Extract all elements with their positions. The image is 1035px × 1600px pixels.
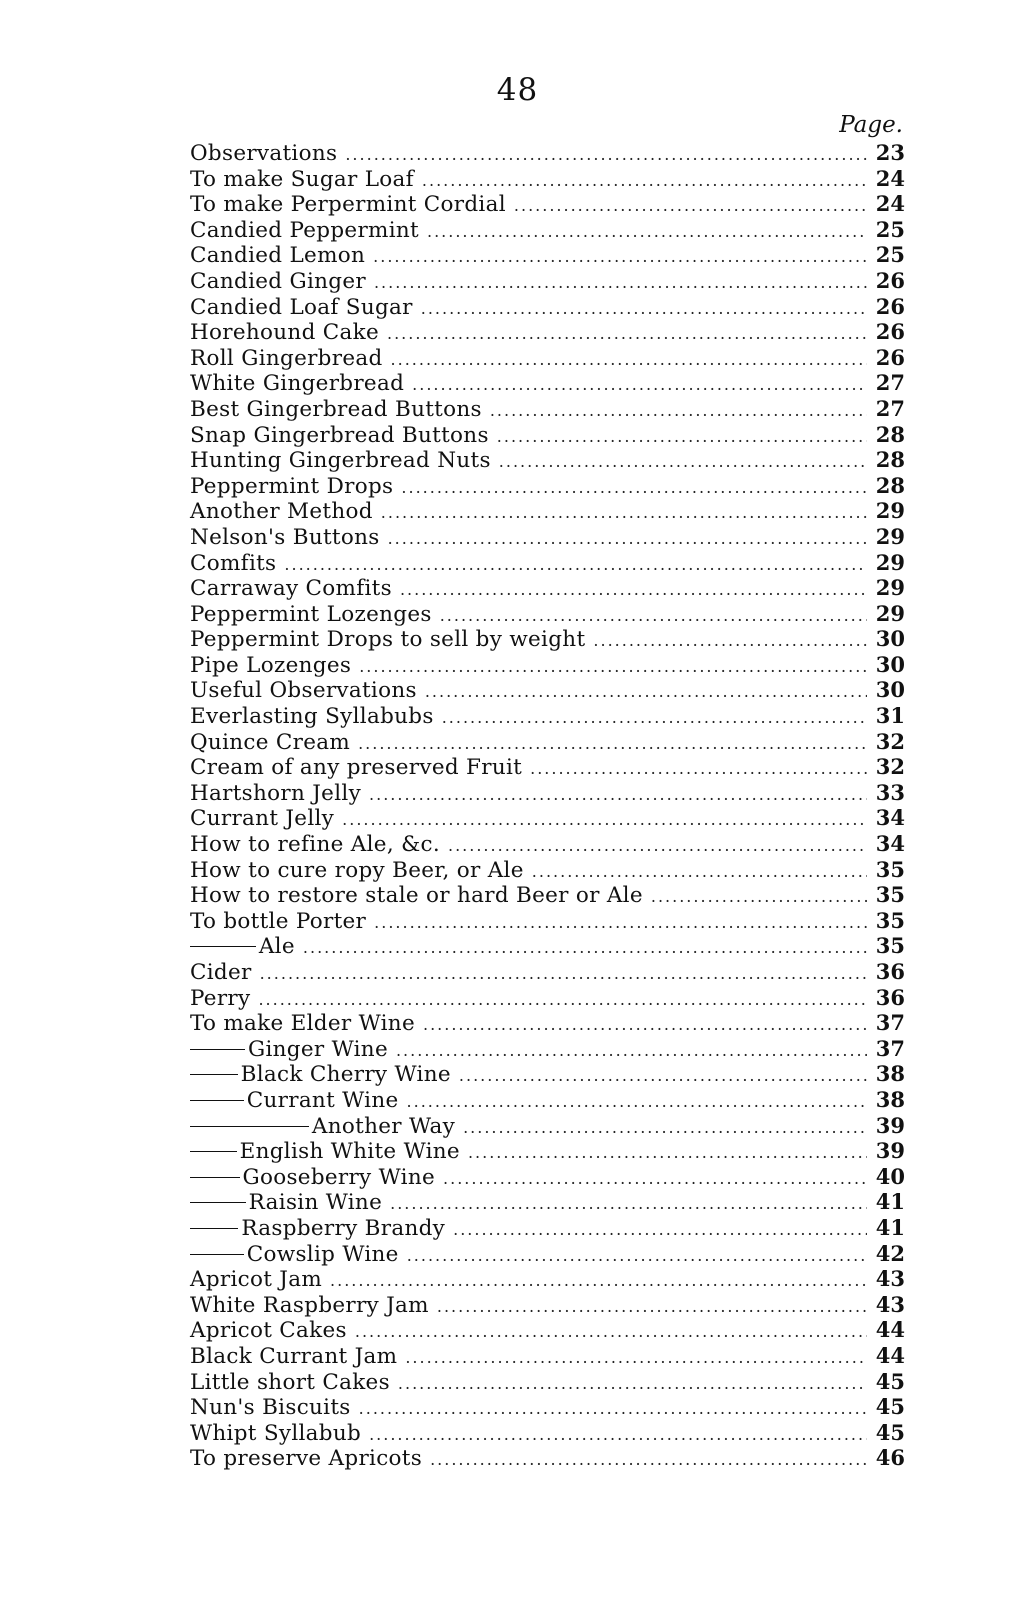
entry-title: Another Method — [190, 499, 373, 525]
entry-title: Little short Cakes — [190, 1369, 390, 1395]
entry-title: Ale — [258, 934, 295, 960]
toc-entry — [190, 780, 905, 806]
dot-leader — [430, 1450, 867, 1469]
dot-leader — [593, 631, 867, 650]
entry-title: Quince Cream — [190, 729, 351, 755]
entry-title: Gooseberry Wine — [242, 1164, 436, 1190]
toc-entry — [190, 1420, 905, 1446]
table-of-contents — [190, 112, 905, 1471]
entry-title: Carraway Comfits — [190, 576, 392, 602]
toc-entry — [190, 1164, 905, 1190]
toc-entry — [190, 652, 905, 678]
ditto-dash — [190, 1202, 246, 1203]
entry-page-number: 29 — [875, 600, 905, 626]
toc-entry — [190, 754, 905, 780]
ditto-dash — [190, 1228, 238, 1229]
entry-page-number: 30 — [875, 651, 905, 677]
entry-title: Pipe Lozenges — [190, 652, 352, 678]
entry-page-number: 26 — [875, 319, 905, 345]
dot-leader — [453, 1220, 867, 1239]
dot-leader — [330, 1271, 867, 1290]
entry-page-number: 30 — [875, 626, 905, 652]
entry-title: How to restore stale or hard Beer or Ale — [190, 883, 643, 909]
entry-page-number: 45 — [875, 1419, 905, 1445]
entry-page-number: 36 — [875, 984, 905, 1010]
ditto-dash — [190, 1254, 244, 1255]
entry-page-number: 41 — [875, 1214, 905, 1240]
ditto-dash — [190, 1074, 238, 1075]
entry-page-number: 35 — [875, 933, 905, 959]
toc-entry — [190, 626, 905, 652]
dot-leader — [390, 1194, 867, 1213]
dot-leader — [401, 478, 867, 497]
entry-page-number: 35 — [875, 856, 905, 882]
entry-title: How to cure ropy Beer, or Ale — [190, 857, 524, 883]
dot-leader — [369, 1425, 867, 1444]
dot-leader — [651, 887, 867, 906]
ditto-dash — [190, 1151, 237, 1152]
toc-entry — [190, 140, 905, 166]
entry-title: Hartshorn Jelly — [190, 780, 362, 806]
entry-page-number: 35 — [875, 882, 905, 908]
entry-title: Whipt Syllabub — [190, 1420, 362, 1446]
toc-entry — [190, 1061, 905, 1087]
dot-leader — [388, 529, 867, 548]
dot-leader — [499, 452, 867, 471]
ditto-dash — [190, 1100, 244, 1101]
entry-page-number: 45 — [875, 1368, 905, 1394]
dot-leader — [425, 682, 867, 701]
toc-entry — [190, 345, 905, 371]
toc-entry — [190, 1266, 905, 1292]
toc-entry — [190, 447, 905, 473]
toc-entry — [190, 1343, 905, 1369]
dot-leader — [260, 964, 867, 983]
toc-entry — [190, 473, 905, 499]
toc-entry — [190, 1394, 905, 1420]
entry-title: White Raspberry Jam — [190, 1292, 429, 1318]
dot-leader — [407, 1246, 867, 1265]
toc-entry — [190, 1445, 905, 1471]
entry-page-number: 33 — [875, 779, 905, 805]
toc-entry — [190, 524, 905, 550]
toc-entry — [190, 370, 905, 396]
dot-leader — [374, 913, 867, 932]
dot-leader — [427, 222, 867, 241]
entry-title: How to refine Ale, &c. — [190, 832, 440, 858]
dot-leader — [423, 1015, 867, 1034]
entry-title: Nelson's Buttons — [190, 524, 380, 550]
entry-title: Roll Gingerbread — [190, 345, 383, 371]
entry-title: Cowslip Wine — [246, 1241, 399, 1267]
dot-leader — [396, 1041, 867, 1060]
entry-page-number: 37 — [875, 1010, 905, 1036]
entry-title: Hunting Gingerbread Nuts — [190, 448, 491, 474]
toc-entry — [190, 396, 905, 422]
toc-entry — [190, 1036, 905, 1062]
entry-title: Black Currant Jam — [190, 1343, 398, 1369]
entry-title: Apricot Cakes — [190, 1318, 347, 1344]
dot-leader — [442, 708, 867, 727]
toc-entry — [190, 294, 905, 320]
entry-page-number: 43 — [875, 1266, 905, 1292]
entry-page-number: 29 — [875, 575, 905, 601]
toc-entry — [190, 422, 905, 448]
entry-page-number: 39 — [875, 1112, 905, 1138]
toc-entry — [190, 908, 905, 934]
entry-page-number: 44 — [875, 1342, 905, 1368]
toc-entry — [190, 1241, 905, 1267]
entry-page-number: 26 — [875, 293, 905, 319]
entry-page-number: 34 — [875, 805, 905, 831]
toc-entry — [190, 959, 905, 985]
dot-leader — [437, 1297, 867, 1316]
entry-page-number: 26 — [875, 267, 905, 293]
ditto-dash — [190, 1126, 309, 1127]
dot-leader — [532, 862, 867, 881]
dot-leader — [359, 657, 867, 676]
dot-leader — [391, 350, 867, 369]
entry-title: Candied Lemon — [190, 243, 366, 269]
dot-leader — [342, 810, 867, 829]
dot-leader — [359, 1399, 867, 1418]
entry-page-number: 41 — [875, 1189, 905, 1215]
entry-title: To make Sugar Loaf — [190, 166, 414, 192]
toc-entry — [190, 1369, 905, 1395]
ditto-dash — [190, 1177, 240, 1178]
toc-entry — [190, 319, 905, 345]
toc-entry — [190, 1087, 905, 1113]
toc-entry — [190, 729, 905, 755]
entry-title: English White Wine — [239, 1139, 460, 1165]
toc-entry — [190, 933, 905, 959]
entry-title: Horehound Cake — [190, 320, 379, 346]
entry-page-number: 29 — [875, 549, 905, 575]
entry-title: Raisin Wine — [248, 1190, 383, 1216]
dot-leader — [497, 427, 867, 446]
entry-page-number: 43 — [875, 1291, 905, 1317]
entry-page-number: 46 — [875, 1445, 905, 1471]
entry-title: Nun's Biscuits — [190, 1395, 351, 1421]
dot-leader — [355, 1322, 867, 1341]
entry-page-number: 23 — [875, 140, 905, 165]
dot-leader — [284, 555, 867, 574]
toc-entry — [190, 1292, 905, 1318]
ditto-dash — [190, 946, 256, 947]
entry-page-number: 36 — [875, 959, 905, 984]
dot-leader — [468, 1143, 867, 1162]
entry-title: Best Gingerbread Buttons — [190, 396, 482, 422]
entry-page-number: 32 — [875, 754, 905, 780]
entry-page-number: 39 — [875, 1138, 905, 1164]
entry-title: Snap Gingerbread Buttons — [190, 422, 489, 448]
toc-entry — [190, 882, 905, 908]
dot-leader — [258, 990, 867, 1009]
entry-page-number: 40 — [875, 1163, 905, 1189]
entry-page-number: 35 — [875, 907, 905, 933]
toc-entry — [190, 217, 905, 243]
dot-leader — [303, 938, 867, 957]
toc-entry — [190, 1189, 905, 1215]
dot-leader — [422, 171, 867, 190]
dot-leader — [345, 145, 867, 164]
entry-title: Candied Ginger — [190, 268, 366, 294]
entry-title: To make Elder Wine — [190, 1011, 415, 1037]
entry-page-number: 28 — [875, 472, 905, 498]
toc-entry — [190, 242, 905, 268]
toc-entry — [190, 1010, 905, 1036]
entry-title: To make Perpermint Cordial — [190, 192, 506, 218]
toc-entry — [190, 831, 905, 857]
entry-title: Peppermint Drops — [190, 473, 394, 499]
entry-title: Comfits — [190, 550, 277, 576]
toc-entry — [190, 985, 905, 1011]
entry-title: To bottle Porter — [190, 908, 367, 934]
entry-page-number: 37 — [875, 1035, 905, 1061]
entry-title: Peppermint Lozenges — [190, 601, 432, 627]
entry-title: Currant Wine — [246, 1087, 399, 1113]
toc-entry — [190, 1215, 905, 1241]
entry-title: To preserve Apricots — [190, 1446, 423, 1472]
entry-page-number: 31 — [875, 703, 905, 729]
dot-leader — [463, 1118, 867, 1137]
entry-page-number: 24 — [875, 191, 905, 217]
entry-title: Peppermint Drops to sell by weight — [190, 627, 586, 653]
entry-title: Cider — [190, 960, 252, 985]
entry-page-number: 26 — [875, 344, 905, 370]
toc-entry — [190, 191, 905, 217]
entry-page-number: 25 — [875, 216, 905, 242]
entry-page-number: 38 — [875, 1061, 905, 1087]
dot-leader — [373, 247, 867, 266]
dot-leader — [440, 606, 867, 625]
toc-entry — [190, 857, 905, 883]
entry-title: Raspberry Brandy — [241, 1215, 446, 1241]
entry-page-number: 32 — [875, 728, 905, 754]
entry-title: Apricot Jam — [190, 1267, 323, 1293]
entry-page-number: 27 — [875, 370, 905, 396]
dot-leader — [530, 759, 867, 778]
dot-leader — [448, 836, 867, 855]
dot-leader — [374, 273, 867, 292]
entry-page-number: 30 — [875, 677, 905, 703]
toc-entry — [190, 805, 905, 831]
entry-title: Observations — [190, 141, 338, 166]
dot-leader — [405, 1348, 867, 1367]
page-column-header: Page. — [839, 112, 903, 138]
dot-leader — [490, 401, 867, 420]
toc-entry — [190, 677, 905, 703]
toc-entry — [190, 575, 905, 601]
entry-title: Everlasting Syllabubs — [190, 704, 434, 730]
dot-leader — [459, 1066, 867, 1085]
entry-title: Candied Peppermint — [190, 217, 419, 243]
dot-leader — [398, 1374, 867, 1393]
toc-entry — [190, 498, 905, 524]
dot-leader — [514, 196, 867, 215]
dot-leader — [381, 503, 867, 522]
entry-title: Another Way — [311, 1113, 456, 1139]
toc-entry — [190, 550, 905, 576]
entry-page-number: 34 — [875, 831, 905, 857]
dot-leader — [421, 299, 867, 318]
entry-title: Cream of any preserved Fruit — [190, 755, 523, 781]
entry-page-number: 25 — [875, 242, 905, 268]
entry-page-number: 42 — [875, 1240, 905, 1266]
entry-title: Useful Observations — [190, 678, 417, 704]
toc-entry — [190, 601, 905, 627]
entry-page-number: 28 — [875, 421, 905, 447]
entry-page-number: 27 — [875, 395, 905, 421]
toc-entry — [190, 268, 905, 294]
ditto-dash — [190, 1049, 245, 1050]
entry-title: Ginger Wine — [248, 1036, 388, 1062]
dot-leader — [369, 785, 867, 804]
entry-page-number: 45 — [875, 1394, 905, 1420]
dot-leader — [412, 375, 867, 394]
dot-leader — [387, 324, 867, 343]
page-number: 48 — [496, 72, 539, 108]
dot-leader — [443, 1169, 867, 1188]
dot-leader — [407, 1092, 867, 1111]
toc-entry — [190, 166, 905, 192]
toc-entries — [190, 140, 905, 1471]
entry-title: Black Cherry Wine — [240, 1062, 451, 1088]
entry-page-number: 44 — [875, 1317, 905, 1343]
entry-title: Perry — [190, 985, 251, 1011]
toc-entry — [190, 703, 905, 729]
entry-title: Currant Jelly — [190, 806, 335, 832]
entry-title: White Gingerbread — [190, 371, 405, 397]
entry-title: Candied Loaf Sugar — [190, 294, 413, 320]
dot-leader — [358, 734, 867, 753]
entry-page-number: 29 — [875, 498, 905, 524]
toc-entry — [190, 1113, 905, 1139]
entry-page-number: 24 — [875, 165, 905, 191]
dot-leader — [400, 580, 867, 599]
entry-page-number: 29 — [875, 523, 905, 549]
entry-page-number: 38 — [875, 1086, 905, 1112]
toc-entry — [190, 1138, 905, 1164]
toc-entry — [190, 1317, 905, 1343]
entry-page-number: 28 — [875, 447, 905, 473]
